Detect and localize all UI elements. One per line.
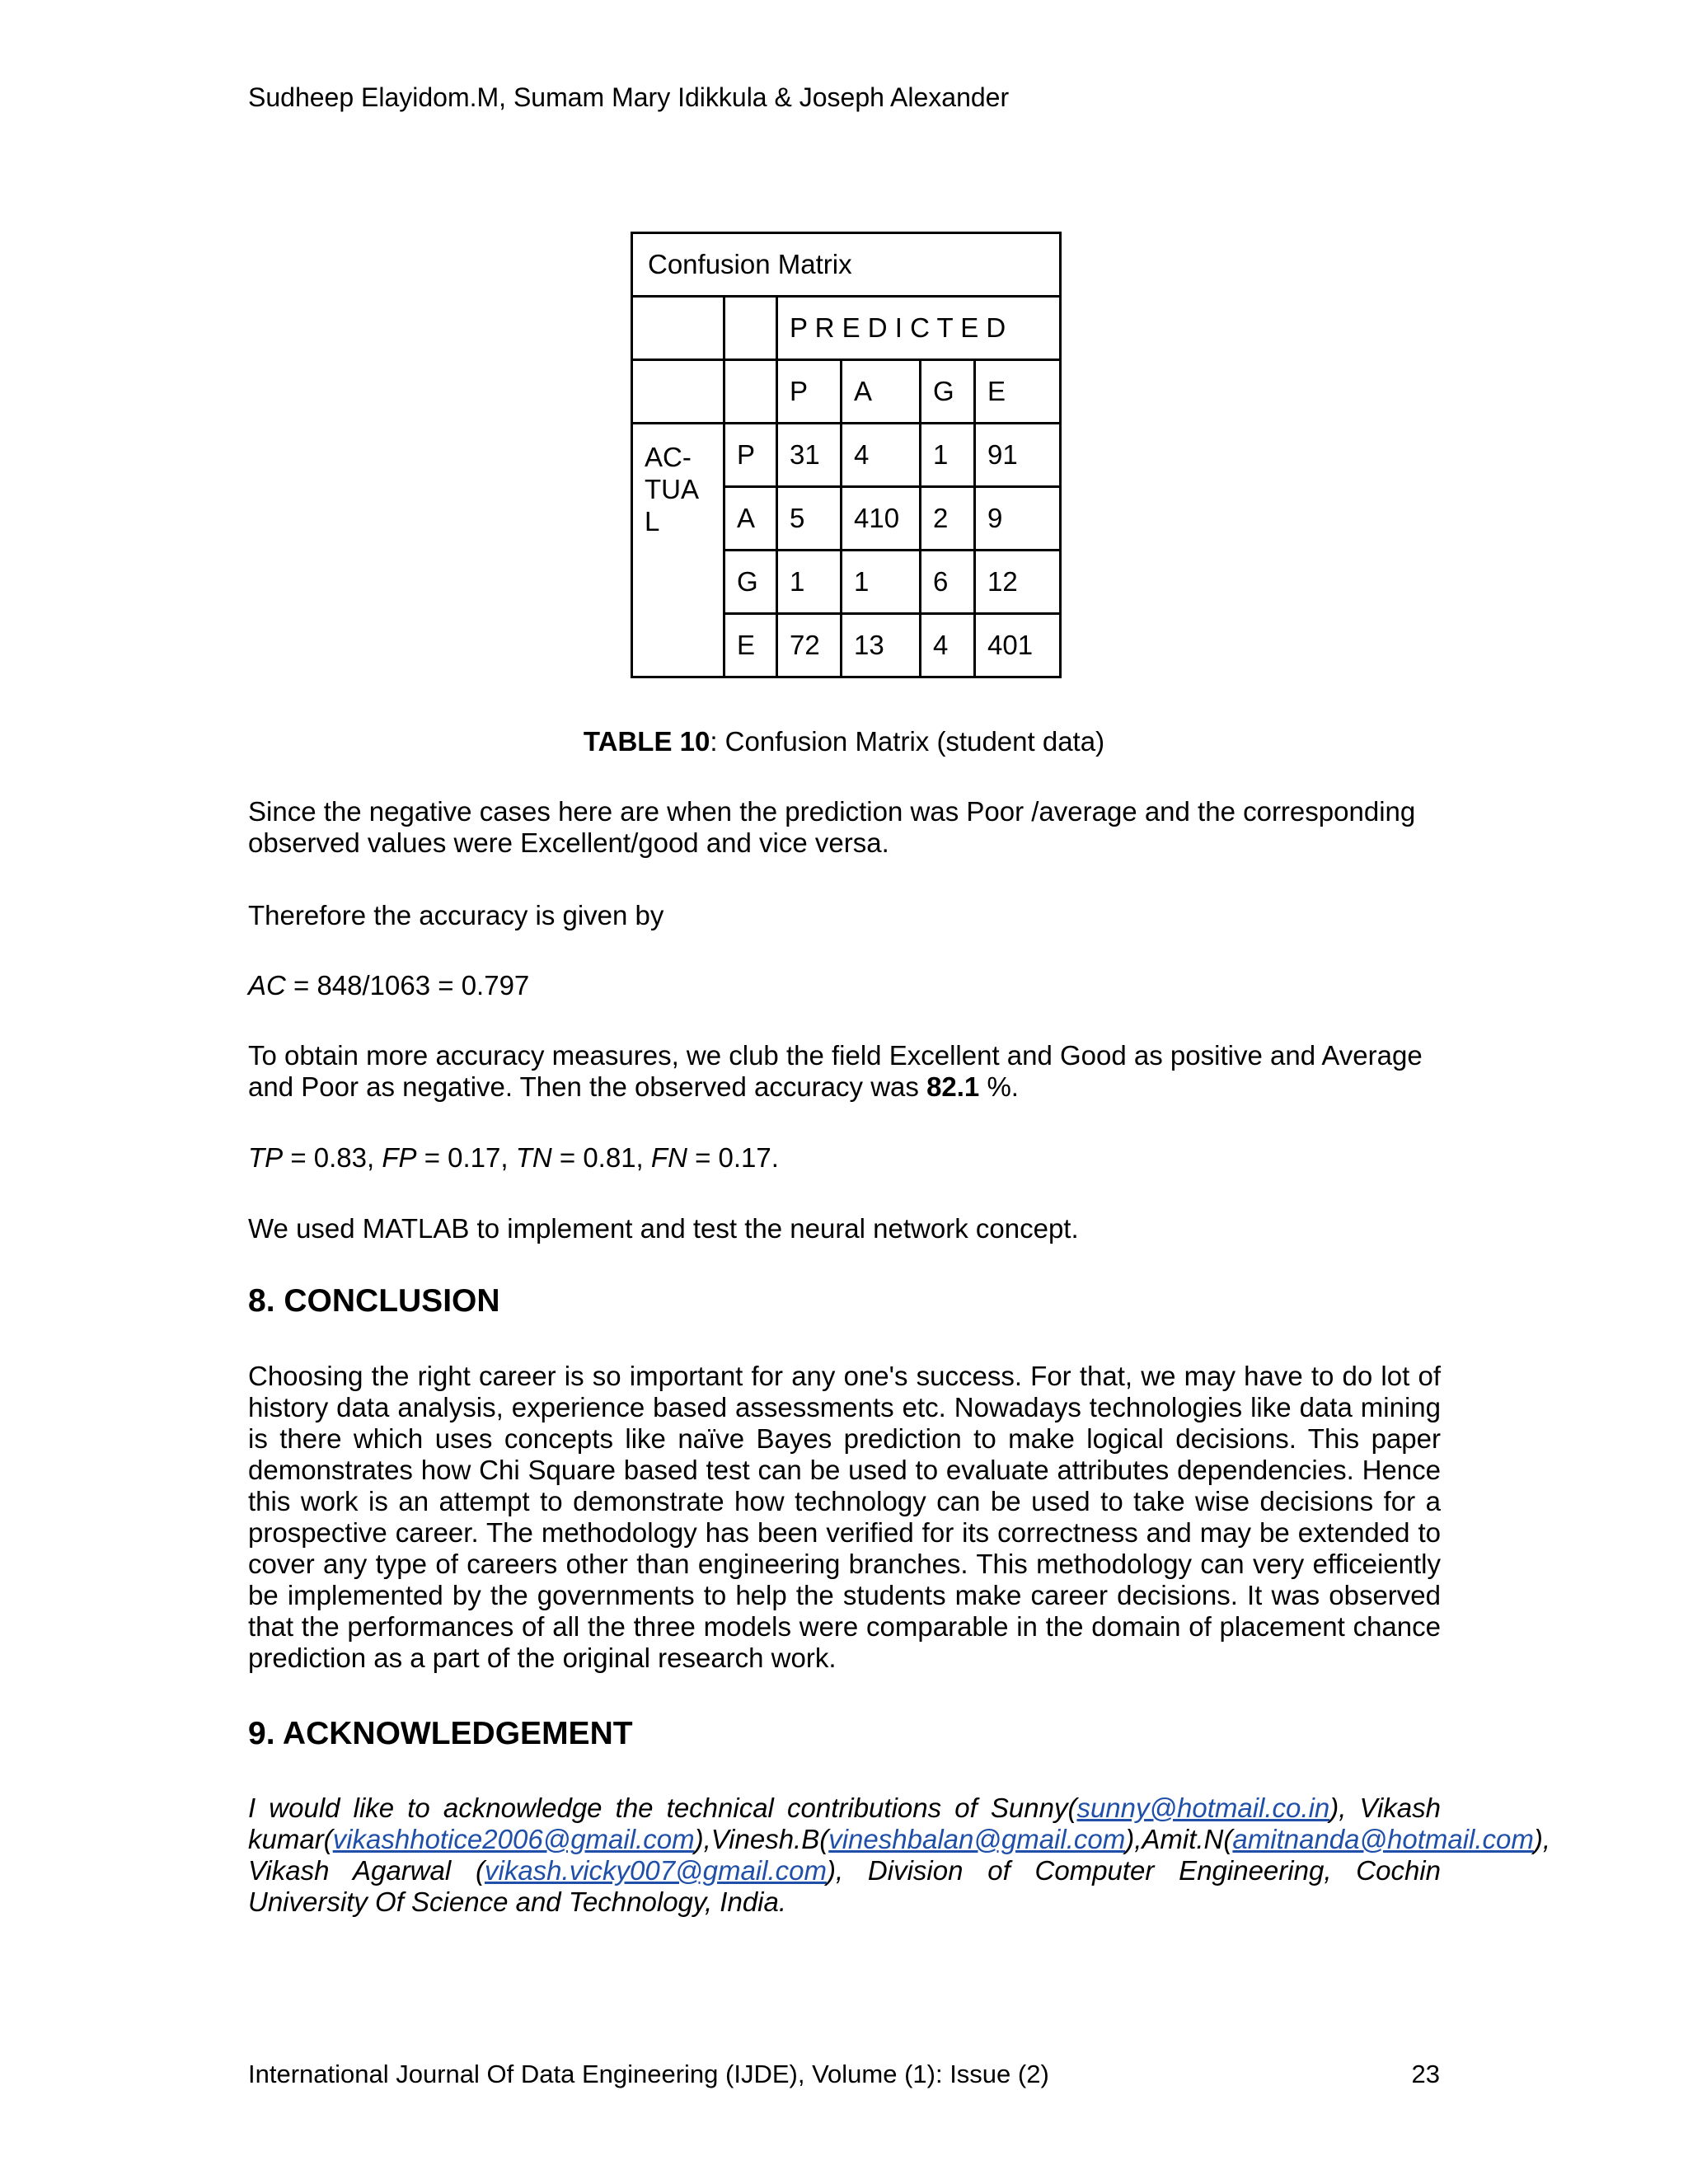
tn-value: = 0.81, xyxy=(551,1142,651,1173)
row-header: E xyxy=(724,614,777,677)
ac-symbol: AC xyxy=(248,970,286,1001)
accuracy-value: 82.1 xyxy=(926,1071,980,1102)
column-header: P xyxy=(777,360,842,424)
conclusion-heading: 8. CONCLUSION xyxy=(248,1283,500,1319)
matrix-cell: 13 xyxy=(842,614,921,677)
predicted-header: P R E D I C T E D xyxy=(777,297,1061,360)
fp-value: = 0.17, xyxy=(416,1142,516,1173)
column-header: G xyxy=(921,360,975,424)
actual-label-line: TUA xyxy=(645,474,699,504)
footer-page-number: 23 xyxy=(1411,2060,1440,2088)
matrix-cell: 72 xyxy=(777,614,842,677)
email-link-sunny[interactable]: sunny@hotmail.co.in xyxy=(1076,1793,1330,1823)
matrix-cell: 9 xyxy=(975,487,1061,551)
paragraph-matlab: We used MATLAB to implement and test the neural network concept. xyxy=(248,1213,1079,1244)
matrix-title: Confusion Matrix xyxy=(632,233,1061,297)
email-link-vikash-agarwal[interactable]: vikash.vicky007@gmail.com xyxy=(485,1855,827,1886)
tp-value: = 0.83, xyxy=(283,1142,382,1173)
table-caption xyxy=(0,725,1688,758)
p3-text-end: %. xyxy=(979,1071,1019,1102)
matrix-cell: 5 xyxy=(777,487,842,551)
empty-cell xyxy=(632,360,724,424)
row-header: G xyxy=(724,551,777,614)
matrix-cell: 31 xyxy=(777,424,842,487)
acknowledgement-text xyxy=(248,1793,1551,1918)
ack-text: ),Amit.N( xyxy=(1125,1824,1233,1854)
matrix-cell: 410 xyxy=(842,487,921,551)
ack-text: ), Division of Computer Engineering, Cochin University Of Science and Technology, India. xyxy=(248,1855,1441,1917)
column-header: E xyxy=(975,360,1061,424)
column-header: A xyxy=(842,360,921,424)
matrix-cell: 2 xyxy=(921,487,975,551)
matrix-cell: 6 xyxy=(921,551,975,614)
row-header: P xyxy=(724,424,777,487)
matrix-cell: 1 xyxy=(777,551,842,614)
ac-expression: = 848/1063 = 0.797 xyxy=(285,970,530,1001)
ack-text: ),Vinesh.B( xyxy=(694,1824,829,1854)
matrix-cell: 1 xyxy=(921,424,975,487)
empty-cell xyxy=(632,297,724,360)
fn-symbol: FN xyxy=(650,1142,687,1173)
actual-label-line: AC- xyxy=(645,442,692,472)
paragraph-negative-cases: Since the negative cases here are when the prediction was Poor /average and the corresponding observed values were Excellent/good and vice versa. xyxy=(248,796,1416,858)
actual-header xyxy=(632,424,724,677)
matrix-cell: 1 xyxy=(842,551,921,614)
running-header-authors: Sudheep Elayidom.M, Sumam Mary Idikkula & Joseph Alexander xyxy=(248,82,1010,112)
ack-text: I would like to acknowledge the technical contributions of Sunny( xyxy=(248,1793,1077,1823)
acknowledgement-heading: 9. ACKNOWLEDGEMENT xyxy=(248,1716,633,1751)
accuracy-equation xyxy=(248,970,1441,1001)
fn-value: = 0.17. xyxy=(687,1142,779,1173)
ack-text: ), Vikash kumar( xyxy=(248,1793,1441,1854)
caption-label: TABLE 10 xyxy=(583,726,710,757)
paragraph-accuracy-measures xyxy=(248,1040,1441,1103)
matrix-cell: 4 xyxy=(921,614,975,677)
empty-cell xyxy=(724,360,777,424)
matrix-cell: 91 xyxy=(975,424,1061,487)
matrix-cell: 401 xyxy=(975,614,1061,677)
footer-journal: International Journal Of Data Engineering (IJDE), Volume (1): Issue (2) xyxy=(248,2060,1049,2088)
email-link-vinesh[interactable]: vineshbalan@gmail.com xyxy=(828,1824,1126,1854)
caption-text: : Confusion Matrix (student data) xyxy=(710,726,1105,757)
matrix-cell: 12 xyxy=(975,551,1061,614)
empty-cell xyxy=(724,297,777,360)
ack-text: ), Vikash Agarwal ( xyxy=(248,1824,1551,1886)
conclusion-text: Choosing the right career is so important for any one's success. For that, we may have to do lot of history data analysis, experience based assessments etc. Nowadays technologies like data mining is there which uses concepts like naïve Bayes prediction to make logical decisions. This paper demonstrates how Chi Square based test can be used to evaluate attributes dependencies. Hence this work is an attempt to demonstrate how technology can be used to take wise decisions for a prospective career. The methodology has been verified for its correctness and may be extended to cover any type of careers other than engineering branches. This methodology can very efficeiently be implemented by the governments to help the students make career decisions. It was observed that the performances of all the three models were comparable in the domain of placement chance prediction as a part of the original research work. xyxy=(248,1361,1441,1673)
rates-line xyxy=(248,1142,1441,1174)
email-link-vikash-kumar[interactable]: vikashhotice2006@gmail.com xyxy=(332,1824,695,1854)
fp-symbol: FP xyxy=(382,1142,417,1173)
matrix-cell: 4 xyxy=(842,424,921,487)
paragraph-accuracy-intro: Therefore the accuracy is given by xyxy=(248,900,664,930)
p3-text: To obtain more accuracy measures, we club the field Excellent and Good as positive and Average and Poor as negative. Then the observed accuracy was xyxy=(248,1040,1423,1102)
confusion-matrix-table xyxy=(631,232,1062,678)
row-header: A xyxy=(724,487,777,551)
actual-label-line: L xyxy=(645,506,660,537)
email-link-amit[interactable]: amitnanda@hotmail.com xyxy=(1232,1824,1534,1854)
tp-symbol: TP xyxy=(248,1142,284,1173)
tn-symbol: TN xyxy=(515,1142,552,1173)
